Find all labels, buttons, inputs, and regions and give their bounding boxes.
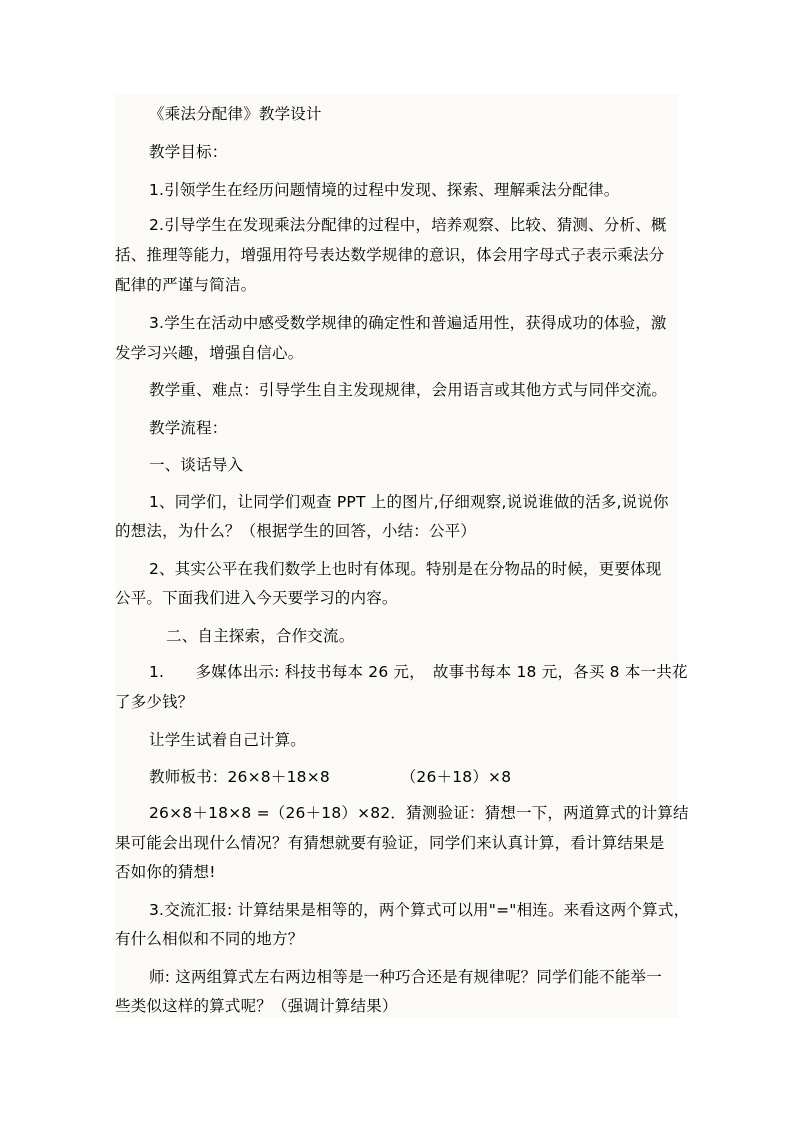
section-1-item-1-line-1: 1、同学们，让同学们观查 PPT 上的图片,仔细观察,说说谁做的活多,说说你	[149, 493, 669, 511]
section-2-report-line-2: 有什么相似和不同的地方？	[115, 930, 304, 948]
objectives-heading: 教学目标：	[149, 143, 228, 161]
document-title: 《乘法分配律》教学设计	[149, 105, 322, 123]
objective-2-line-2: 括、推理等能力，增强用符号表达数学规律的意识，体会用字母式子表示乘法分	[115, 246, 665, 264]
section-2-verify-line-2: 果可能会出现什么情况？有猜想就要有验证，同学们来认真计算，看计算结果是	[115, 834, 665, 852]
section-2-heading: 二、自主探索，合作交流。	[166, 627, 355, 645]
section-1-item-2-line-2: 公平。下面我们进入今天要学习的内容。	[115, 589, 398, 607]
objective-2-line-1: 2.引导学生在发现乘法分配律的过程中，培养观察、比较、猜测、分析、概	[149, 216, 667, 234]
process-heading: 教学流程：	[149, 419, 228, 437]
section-1-item-2-line-1: 2、其实公平在我们数学上也时有体现。特别是在分物品的时候，更要体现	[149, 560, 662, 578]
section-2-item-1-line-2: 了多少钱？	[115, 693, 194, 711]
objective-3-line-1: 3.学生在活动中感受数学规律的确定性和普遍适用性，获得成功的体验，激	[149, 314, 667, 332]
section-2-item-1-line-1: 1. 多媒体出示: 科技书每本 26 元， 故事书每本 18 元，各买 8 本一共花	[149, 663, 688, 681]
objective-1: 1.引领学生在经历问题情境的过程中发现、探索、理解乘法分配律。	[149, 181, 620, 199]
section-1-item-1-line-2: 的想法，为什么？（根据学生的回答，小结：公平）	[115, 522, 477, 540]
key-points: 教学重、难点：引导学生自主发现规律，会用语言或其他方式与同伴交流。	[149, 381, 668, 399]
section-2-try: 让学生试着自己计算。	[149, 731, 307, 749]
section-2-teacher-line-2: 些类似这样的算式呢？（强调计算结果）	[115, 997, 398, 1015]
objective-2-line-3: 配律的严谨与简洁。	[115, 276, 257, 294]
section-2-report-line-1: 3.交流汇报: 计算结果是相等的，两个算式可以用"="相连。来看这两个算式，	[149, 901, 690, 919]
section-2-verify-line-1: 26×8＋18×8 =（26＋18）×82．猜测验证：猜想一下，两道算式的计算结	[149, 804, 689, 822]
objective-3-line-2: 发学习兴趣，增强自信心。	[115, 344, 304, 362]
section-2-verify-line-3: 否如你的猜想!	[115, 863, 216, 881]
section-2-teacher-line-1: 师: 这两组算式左右两边相等是一种巧合还是有规律呢？同学们能不能举一	[149, 968, 662, 986]
section-1-heading: 一、谈话导入	[149, 456, 244, 474]
section-2-board: 教师板书：26×8＋18×8 （26＋18）×8	[149, 768, 512, 786]
